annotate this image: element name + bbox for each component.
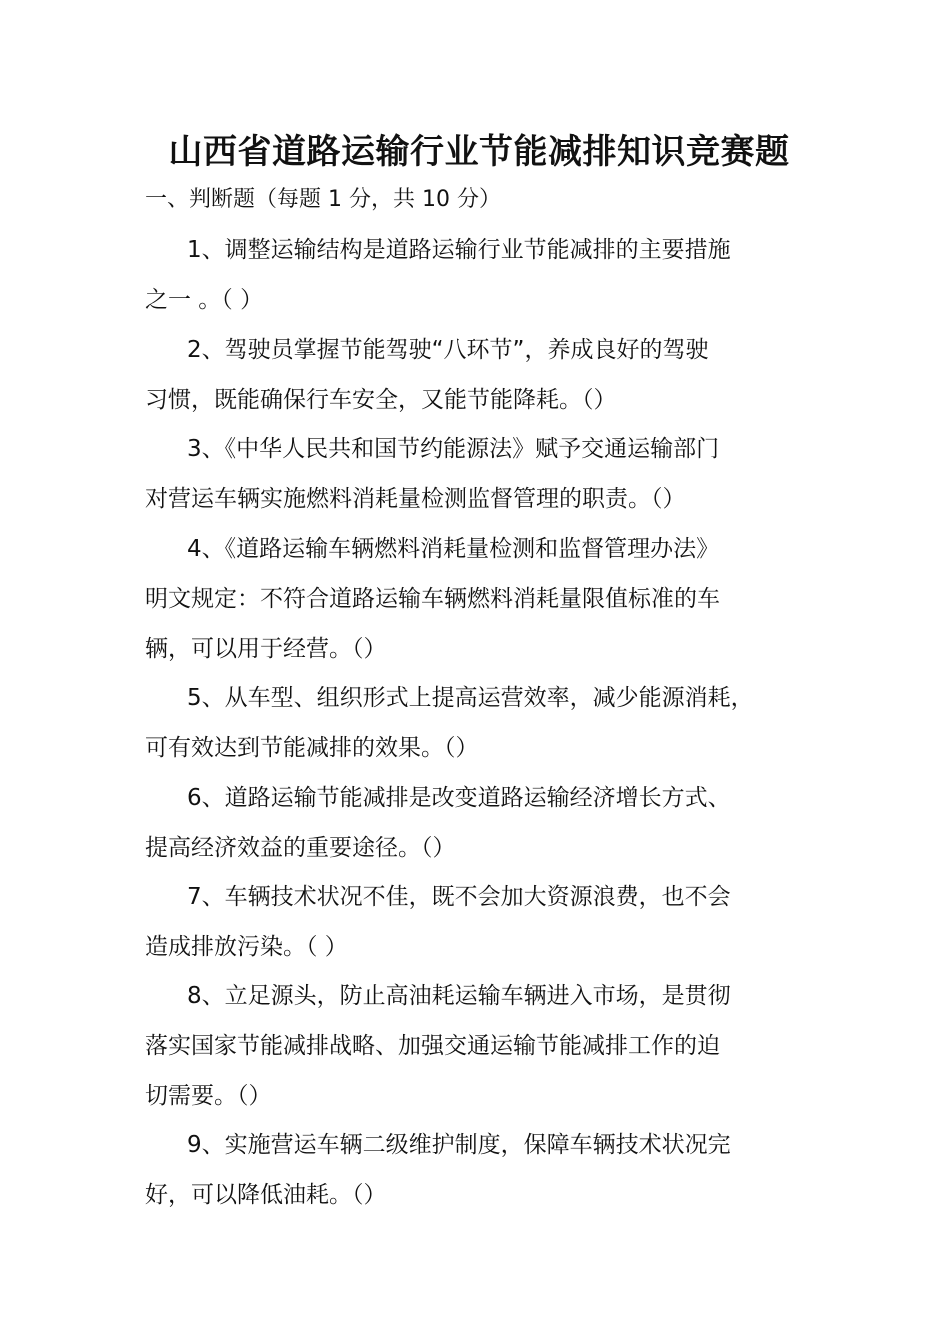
question-line: 对营运车辆实施燃料消耗量检测监督管理的职责。（）	[145, 486, 686, 512]
question-line: 6、道路运输节能减排是改变道路运输经济增长方式、	[187, 785, 731, 811]
question-line: 切需要。（）	[145, 1083, 272, 1109]
question-line: 2、驾驶员掌握节能驾驶“八环节”，养成良好的驾驶	[187, 337, 709, 363]
question-item	[145, 872, 815, 972]
question-item	[145, 424, 815, 524]
question-line: 7、车辆技术状况不佳，既不会加大资源浪费，也不会	[187, 884, 731, 910]
question-line: 9、实施营运车辆二级维护制度，保障车辆技术状况完	[187, 1132, 731, 1158]
question-line: 辆，可以用于经营。（）	[145, 636, 387, 662]
question-item	[145, 773, 815, 873]
question-line: 造成排放污染。（ ）	[145, 934, 348, 960]
question-line: 5、从车型、组织形式上提高运营效率，减少能源消耗，	[187, 685, 754, 711]
question-line: 提高经济效益的重要途径。（）	[145, 835, 456, 861]
question-line: 明文规定：不符合道路运输车辆燃料消耗量限值标准的车	[145, 586, 720, 612]
question-item	[145, 225, 815, 325]
question-line: 习惯，既能确保行车安全，又能节能降耗。（）	[145, 387, 617, 413]
question-line: 1、调整运输结构是道路运输行业节能减排的主要措施	[187, 237, 731, 263]
question-line: 4、《道路运输车辆燃料消耗量检测和监督管理办法》	[187, 536, 720, 562]
question-item	[145, 673, 815, 773]
question-line: 落实国家节能减排战略、加强交通运输节能减排工作的迫	[145, 1033, 720, 1059]
section-heading: 一、判断题（每题 1 分，共 10 分）	[145, 187, 501, 212]
question-item	[145, 971, 815, 1121]
question-line: 之一 。（ ）	[145, 287, 264, 313]
question-line: 3、《中华人民共和国节约能源法》赋予交通运输部门	[187, 436, 720, 462]
question-line: 可有效达到节能减排的效果。（）	[145, 735, 479, 761]
question-item	[145, 524, 815, 674]
question-line: 8、立足源头，防止高油耗运输车辆进入市场，是贯彻	[187, 983, 731, 1009]
question-item	[145, 325, 815, 425]
question-item	[145, 1120, 815, 1220]
question-line: 好，可以降低油耗。（）	[145, 1182, 387, 1208]
document-title: 山西省道路运输行业节能减排知识竞赛题	[168, 132, 790, 172]
